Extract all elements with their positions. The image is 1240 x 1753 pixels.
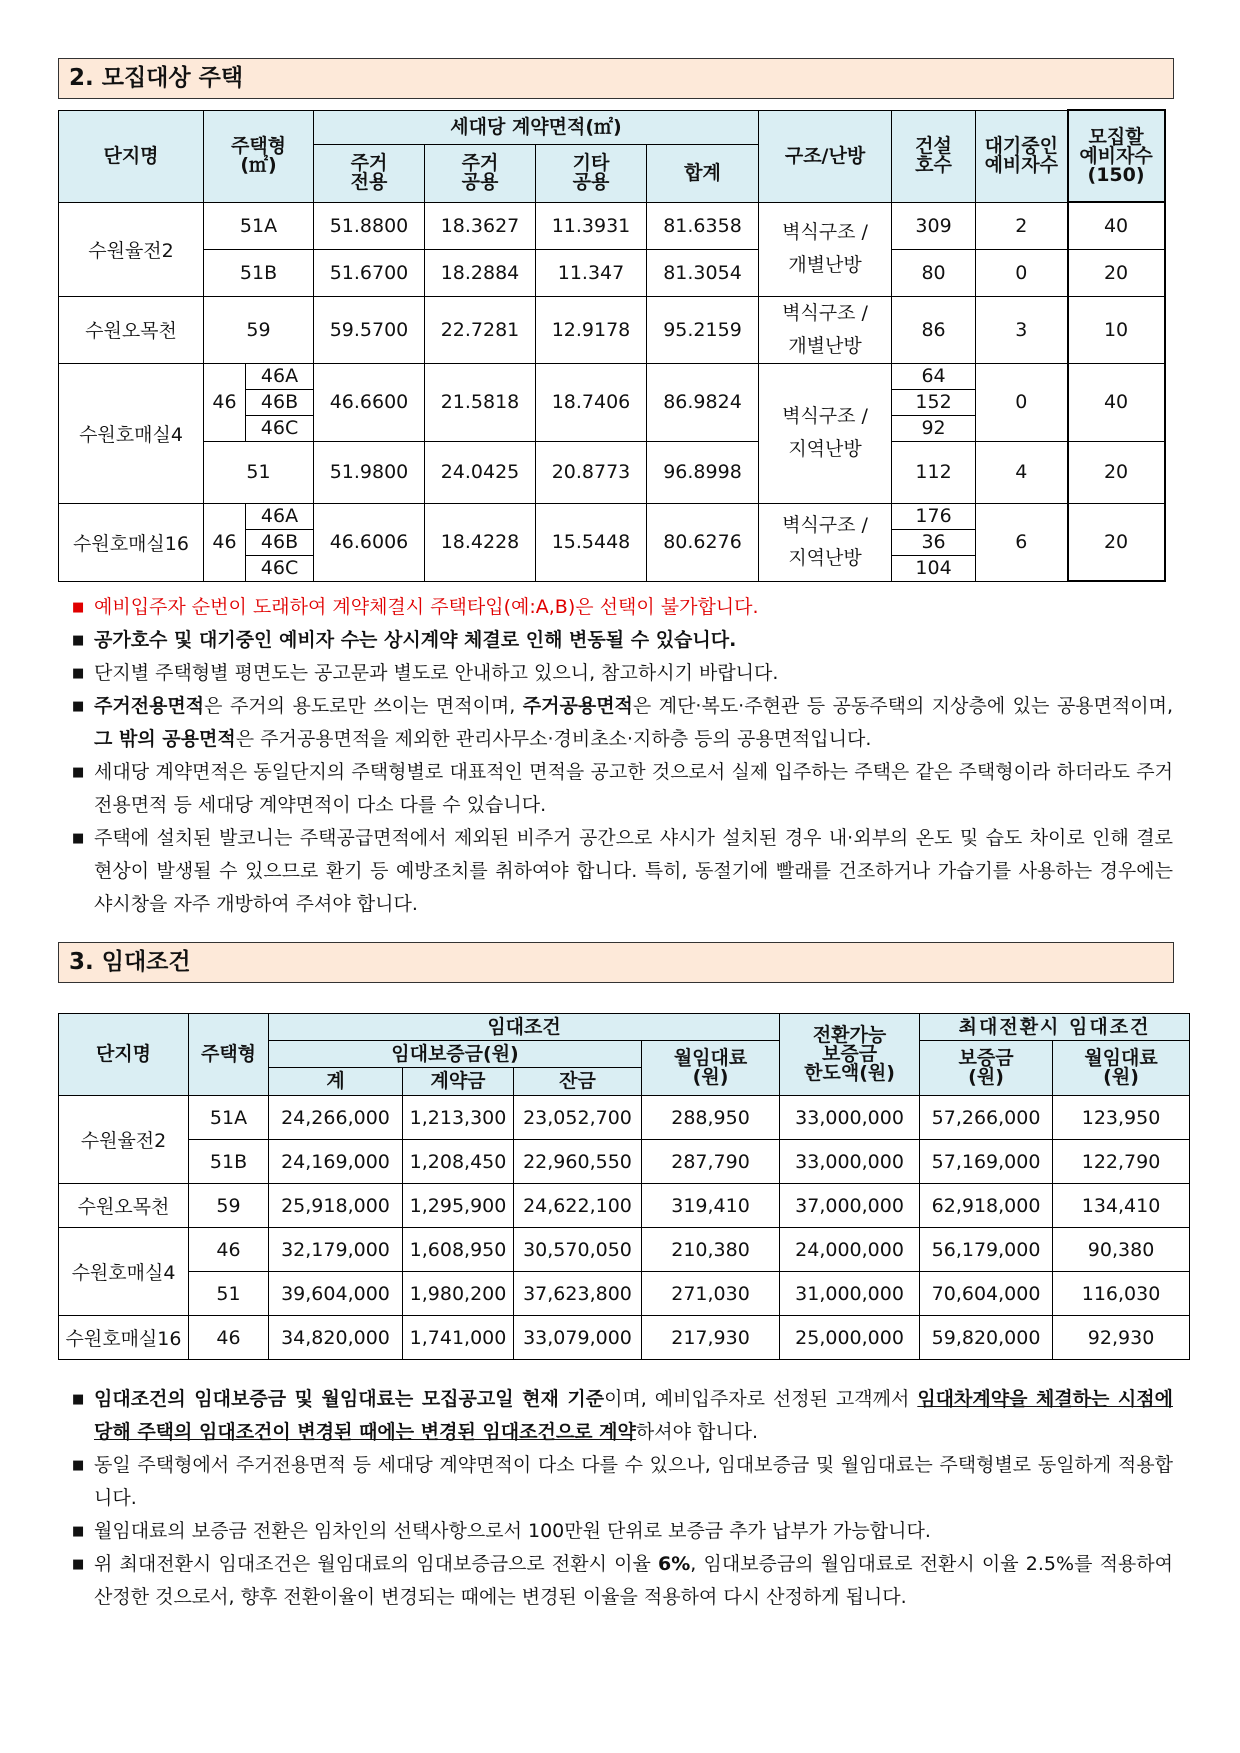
hdr-rent: 월임대료 (원) — [642, 1041, 780, 1096]
note-item — [68, 591, 1173, 624]
cell-units: 152 — [892, 389, 976, 415]
bullet-icon: ■ — [72, 600, 85, 615]
cell-type: 46 — [189, 1228, 269, 1272]
hdr-type: 주택형 (㎡) — [204, 110, 314, 202]
housing-table — [58, 109, 1166, 582]
cell-waiting: 6 — [976, 503, 1068, 581]
cell-shared: 18.4228 — [425, 503, 536, 581]
hdr-excl: 주거 전용 — [314, 144, 425, 202]
cell-max-rent: 122,790 — [1053, 1140, 1190, 1184]
cell-rent: 210,380 — [642, 1228, 780, 1272]
cell-sum: 24,169,000 — [269, 1140, 403, 1184]
bullet-icon: ■ — [72, 699, 85, 714]
cell-excl: 46.6600 — [314, 363, 425, 441]
cell-waiting: 2 — [976, 202, 1068, 249]
note-item — [68, 822, 1173, 921]
complex-name: 수원호매실4 — [59, 363, 204, 503]
cell-convert: 33,000,000 — [780, 1096, 920, 1140]
cell-shared: 18.3627 — [425, 202, 536, 249]
cell-contract: 1,980,200 — [403, 1272, 514, 1316]
cell-max-rent: 134,410 — [1053, 1184, 1190, 1228]
cell-sum: 25,918,000 — [269, 1184, 403, 1228]
note-term: 그 밖의 공용면적 — [94, 728, 236, 750]
table-row — [59, 1184, 1190, 1228]
cell-type: 46 — [204, 363, 246, 441]
bullet-icon: ■ — [72, 633, 85, 648]
cell-structure: 벽식구조 / 개별난방 — [759, 296, 892, 363]
hdr-structure: 구조/난방 — [759, 110, 892, 202]
table-row — [59, 296, 1165, 363]
cell-type: 46 — [204, 503, 246, 581]
cell-shared: 24.0425 — [425, 441, 536, 503]
hdr-balance: 잔금 — [514, 1068, 642, 1096]
cell-type: 51A — [189, 1096, 269, 1140]
cell-shared: 21.5818 — [425, 363, 536, 441]
cell-units: 92 — [892, 415, 976, 441]
cell-excl: 46.6006 — [314, 503, 425, 581]
cell-type: 51B — [204, 249, 314, 296]
cell-other: 11.347 — [536, 249, 647, 296]
note-text: 하셔야 합니다. — [635, 1421, 759, 1443]
cell-excl: 51.8800 — [314, 202, 425, 249]
note-text: 은 계단·복도·주현관 등 공동주택의 지상층에 있는 공용면적이며, — [632, 695, 1173, 717]
cell-max-deposit: 59,820,000 — [920, 1316, 1053, 1360]
cell-convert: 33,000,000 — [780, 1140, 920, 1184]
note-text: 동일 주택형에서 주거전용면적 등 세대당 계약면적이 다소 다를 수 있으나, 임대보증금 및 월임대료는 주택형별로 동일하게 적용합니다. — [94, 1454, 1173, 1509]
complex-name: 수원호매실16 — [59, 1316, 189, 1360]
cell-max-rent: 116,030 — [1053, 1272, 1190, 1316]
cell-contract: 1,741,000 — [403, 1316, 514, 1360]
cell-recruit: 20 — [1068, 441, 1165, 503]
hdr-type: 주택형 — [189, 1014, 269, 1096]
cell-type: 59 — [204, 296, 314, 363]
cell-waiting: 0 — [976, 249, 1068, 296]
note-term: 임대조건의 임대보증금 및 월임대료는 모집공고일 현재 기준 — [94, 1388, 605, 1410]
note-item — [68, 657, 1173, 690]
cell-max-rent: 90,380 — [1053, 1228, 1190, 1272]
cell-other: 18.7406 — [536, 363, 647, 441]
bullet-icon: ■ — [72, 666, 85, 681]
cell-recruit: 40 — [1068, 363, 1165, 441]
note-item — [68, 1515, 1173, 1548]
cell-excl: 51.6700 — [314, 249, 425, 296]
cell-contract: 1,208,450 — [403, 1140, 514, 1184]
note-text: 예비입주자 순번이 도래하여 계약체결시 주택타입(예:A,B)은 선택이 불가합니다. — [94, 596, 759, 618]
note-term: 주거전용면적 — [94, 695, 205, 717]
hdr-shared: 주거 공용 — [425, 144, 536, 202]
cell-recruit: 10 — [1068, 296, 1165, 363]
cell-excl: 59.5700 — [314, 296, 425, 363]
bullet-icon: ■ — [72, 1524, 85, 1539]
cell-units: 309 — [892, 202, 976, 249]
cell-sum: 39,604,000 — [269, 1272, 403, 1316]
hdr-contract: 계약금 — [403, 1068, 514, 1096]
note-text: , 임대보증금의 월임대료로 전환시 이율 2.5%를 적용하여 산정한 것으로서, 향후 전환이율이 변경되는 때에는 변경된 이율을 적용하여 다시 산정하게 됩니다. — [94, 1553, 1173, 1608]
cell-units: 176 — [892, 503, 976, 529]
cell-structure: 벽식구조 / 지역난방 — [759, 363, 892, 503]
cell-total: 95.2159 — [647, 296, 759, 363]
cell-subtype: 46C — [246, 415, 314, 441]
cell-total: 81.3054 — [647, 249, 759, 296]
complex-name: 수원호매실16 — [59, 503, 204, 581]
cell-contract: 1,213,300 — [403, 1096, 514, 1140]
hdr-sum: 계 — [269, 1068, 403, 1096]
section-title: 3. 임대조건 — [58, 942, 1174, 983]
cell-subtype: 46B — [246, 389, 314, 415]
cell-subtype: 46A — [246, 363, 314, 389]
cell-max-deposit: 57,266,000 — [920, 1096, 1053, 1140]
cell-contract: 1,608,950 — [403, 1228, 514, 1272]
table-row — [59, 202, 1165, 249]
hdr-area-group: 세대당 계약면적(㎡) — [314, 110, 759, 144]
complex-name: 수원호매실4 — [59, 1228, 189, 1316]
cell-units: 112 — [892, 441, 976, 503]
cell-recruit: 40 — [1068, 202, 1165, 249]
cell-max-deposit: 70,604,000 — [920, 1272, 1053, 1316]
cell-contract: 1,295,900 — [403, 1184, 514, 1228]
bullet-icon: ■ — [72, 1392, 85, 1407]
hdr-max: 최대전환시 임대조건 — [920, 1014, 1190, 1041]
hdr-deposit: 임대보증금(원) — [269, 1041, 642, 1068]
hdr-max-rent: 월임대료 (원) — [1053, 1041, 1190, 1096]
cell-other: 20.8773 — [536, 441, 647, 503]
cell-subtype: 46A — [246, 503, 314, 529]
cell-rent: 271,030 — [642, 1272, 780, 1316]
note-term: 임대차계약을 체결하는 시점에 당해 주택의 임대조건이 변경된 때에는 변경된 임대조건으로 계약 — [94, 1388, 1173, 1443]
note-text: 공가호수 및 대기중인 예비자 수는 상시계약 체결로 인해 변동될 수 있습니다. — [94, 629, 737, 651]
table-row — [59, 1228, 1190, 1272]
cell-other: 15.5448 — [536, 503, 647, 581]
cell-type: 59 — [189, 1184, 269, 1228]
hdr-complex: 단지명 — [59, 110, 204, 202]
cell-total: 81.6358 — [647, 202, 759, 249]
cell-type: 51 — [189, 1272, 269, 1316]
cell-rent: 287,790 — [642, 1140, 780, 1184]
cell-subtype: 46C — [246, 555, 314, 581]
cell-units: 80 — [892, 249, 976, 296]
cell-max-deposit: 56,179,000 — [920, 1228, 1053, 1272]
cell-total: 86.9824 — [647, 363, 759, 441]
note-term: 주거공용면적 — [522, 695, 633, 717]
cell-structure: 벽식구조 / 개별난방 — [759, 202, 892, 296]
cell-total: 96.8998 — [647, 441, 759, 503]
hdr-cond: 임대조건 — [269, 1014, 780, 1041]
cell-convert: 24,000,000 — [780, 1228, 920, 1272]
note-text: 세대당 계약면적은 동일단지의 주택형별로 대표적인 면적을 공고한 것으로서 실제 입주하는 주택은 같은 주택형이라 하더라도 주거전용면적 등 세대당 계약면적이 다소 다를 수 있습니다. — [94, 761, 1173, 816]
cell-convert: 31,000,000 — [780, 1272, 920, 1316]
cell-max-rent: 123,950 — [1053, 1096, 1190, 1140]
note-text: 위 최대전환시 임대조건은 월임대료의 임대보증금으로 전환시 이율 — [94, 1553, 659, 1575]
cell-convert: 25,000,000 — [780, 1316, 920, 1360]
hdr-other: 기타 공용 — [536, 144, 647, 202]
cell-other: 12.9178 — [536, 296, 647, 363]
hdr-convert: 전환가능 보증금 한도액(원) — [780, 1014, 920, 1096]
hdr-recruit: 모집할 예비자수 (150) — [1068, 110, 1165, 202]
note-text: 월임대료의 보증금 전환은 임차인의 선택사항으로서 100만원 단위로 보증금 추가 납부가 가능합니다. — [94, 1520, 931, 1542]
table-row — [59, 1140, 1190, 1184]
section-title: 2. 모집대상 주택 — [58, 58, 1174, 99]
cell-type: 51B — [189, 1140, 269, 1184]
cell-rent: 217,930 — [642, 1316, 780, 1360]
cell-waiting: 3 — [976, 296, 1068, 363]
table-row — [59, 1272, 1190, 1316]
note-item — [68, 756, 1173, 822]
cell-recruit: 20 — [1068, 249, 1165, 296]
hdr-units: 건설 호수 — [892, 110, 976, 202]
cell-structure: 벽식구조 / 지역난방 — [759, 503, 892, 581]
note-item — [68, 624, 1173, 657]
note-text: 은 주거의 용도로만 쓰이는 면적이며, — [204, 695, 523, 717]
section3-notes — [68, 1383, 1173, 1614]
cell-sum: 32,179,000 — [269, 1228, 403, 1272]
bullet-icon: ■ — [72, 765, 85, 780]
cell-type: 51A — [204, 202, 314, 249]
hdr-waiting: 대기중인 예비자수 — [976, 110, 1068, 202]
cell-subtype: 46B — [246, 529, 314, 555]
hdr-total: 합계 — [647, 144, 759, 202]
bullet-icon: ■ — [72, 831, 85, 846]
cell-other: 11.3931 — [536, 202, 647, 249]
note-item — [68, 1383, 1173, 1449]
cell-rent: 288,950 — [642, 1096, 780, 1140]
hdr-max-deposit: 보증금 (원) — [920, 1041, 1053, 1096]
table-row — [59, 1096, 1190, 1140]
cell-max-deposit: 57,169,000 — [920, 1140, 1053, 1184]
table-row — [59, 503, 1165, 529]
cell-rent: 319,410 — [642, 1184, 780, 1228]
complex-name: 수원율전2 — [59, 1096, 189, 1184]
cell-shared: 22.7281 — [425, 296, 536, 363]
note-text: 이며, 예비입주자로 선정된 고객께서 — [604, 1388, 918, 1410]
cell-excl: 51.9800 — [314, 441, 425, 503]
cell-max-deposit: 62,918,000 — [920, 1184, 1053, 1228]
hdr-complex: 단지명 — [59, 1014, 189, 1096]
cell-convert: 37,000,000 — [780, 1184, 920, 1228]
complex-name: 수원율전2 — [59, 202, 204, 296]
note-item — [68, 1449, 1173, 1515]
note-text: 은 주거공용면적을 제외한 관리사무소·경비초소·지하층 등의 공용면적입니다. — [235, 728, 872, 750]
rental-table — [58, 1013, 1190, 1360]
note-text: 주택에 설치된 발코니는 주택공급면적에서 제외된 비주거 공간으로 샤시가 설치된 경우 내·외부의 온도 및 습도 차이로 인해 결로 현상이 발생될 수 있으므로 환기 등 예방조치를 취하여야 합니다. 특히, 동절기에 빨래를 건조하거나 가습기를 사용하는 경우에는 샤시창을 자주 개방하여 주셔야 합니다. — [94, 827, 1173, 915]
note-term: 6% — [658, 1553, 691, 1575]
cell-sum: 34,820,000 — [269, 1316, 403, 1360]
section2-notes — [68, 591, 1173, 921]
cell-type: 51 — [204, 441, 314, 503]
cell-balance: 22,960,550 — [514, 1140, 642, 1184]
cell-balance: 33,079,000 — [514, 1316, 642, 1360]
bullet-icon: ■ — [72, 1458, 85, 1473]
cell-waiting: 0 — [976, 363, 1068, 441]
table-row — [59, 249, 1165, 296]
complex-name: 수원오목천 — [59, 1184, 189, 1228]
cell-balance: 37,623,800 — [514, 1272, 642, 1316]
cell-shared: 18.2884 — [425, 249, 536, 296]
cell-waiting: 4 — [976, 441, 1068, 503]
cell-total: 80.6276 — [647, 503, 759, 581]
table-row — [59, 441, 1165, 503]
bullet-icon: ■ — [72, 1557, 85, 1572]
cell-type: 46 — [189, 1316, 269, 1360]
cell-units: 36 — [892, 529, 976, 555]
note-item — [68, 690, 1173, 756]
complex-name: 수원오목천 — [59, 296, 204, 363]
table-row — [59, 363, 1165, 389]
cell-balance: 24,622,100 — [514, 1184, 642, 1228]
cell-balance: 23,052,700 — [514, 1096, 642, 1140]
cell-sum: 24,266,000 — [269, 1096, 403, 1140]
cell-units: 86 — [892, 296, 976, 363]
table-row — [59, 1316, 1190, 1360]
note-item — [68, 1548, 1173, 1614]
cell-units: 104 — [892, 555, 976, 581]
note-text: 단지별 주택형별 평면도는 공고문과 별도로 안내하고 있으니, 참고하시기 바랍니다. — [94, 662, 779, 684]
cell-recruit: 20 — [1068, 503, 1165, 581]
cell-balance: 30,570,050 — [514, 1228, 642, 1272]
cell-units: 64 — [892, 363, 976, 389]
cell-max-rent: 92,930 — [1053, 1316, 1190, 1360]
